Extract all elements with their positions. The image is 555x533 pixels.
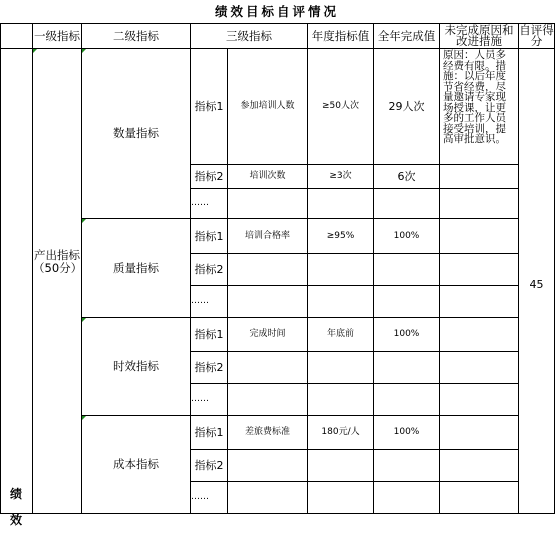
header-score-line2: 分 xyxy=(530,34,543,48)
indicator-code: 指标2 xyxy=(191,450,228,482)
empty-cell xyxy=(228,482,308,514)
side-label-cell xyxy=(1,49,33,527)
quality-indicator-label: 质量指标 xyxy=(82,219,191,318)
self-score-value: 45 xyxy=(519,49,555,514)
annual-target-value: ≥95% xyxy=(308,219,374,254)
header-level3: 三级指标 xyxy=(191,24,308,49)
annual-target-value: 年底前 xyxy=(308,318,374,352)
empty-cell xyxy=(308,482,374,514)
empty-cell xyxy=(228,189,308,219)
annual-target-value: ≥3次 xyxy=(308,165,374,189)
side-label xyxy=(10,481,22,533)
ellipsis-cell: …… xyxy=(191,189,228,219)
header-row xyxy=(1,24,555,49)
empty-cell xyxy=(308,189,374,219)
output-label-line2: （50分） xyxy=(33,261,83,275)
evaluation-table xyxy=(0,23,555,527)
reason-cell xyxy=(440,416,519,450)
ellipsis-cell: …… xyxy=(191,482,228,514)
ellipsis-cell: …… xyxy=(191,384,228,416)
empty-cell xyxy=(440,384,519,416)
header-reason xyxy=(440,24,519,49)
indicator-code: 指标1 xyxy=(191,416,228,450)
indicator-name: 差旅费标准 xyxy=(228,416,308,450)
table-row xyxy=(1,219,555,254)
empty-cell xyxy=(374,450,440,482)
header-reason-line1: 未完成原因和 xyxy=(444,23,514,37)
empty-cell xyxy=(228,352,308,384)
indicator-name: 完成时间 xyxy=(228,318,308,352)
empty-cell xyxy=(440,352,519,384)
indicator-code: 指标2 xyxy=(191,165,228,189)
empty-cell xyxy=(308,384,374,416)
empty-cell xyxy=(440,254,519,286)
empty-cell xyxy=(228,254,308,286)
side-label-char: 绩 xyxy=(10,487,23,501)
cost-indicator-label: 成本指标 xyxy=(82,416,191,514)
empty-cell xyxy=(440,450,519,482)
empty-cell xyxy=(440,286,519,318)
indicator-code: 指标2 xyxy=(191,254,228,286)
annual-actual-value: 29人次 xyxy=(374,49,440,165)
empty-cell xyxy=(228,384,308,416)
quantity-indicator-label: 数量指标 xyxy=(82,49,191,219)
empty-cell xyxy=(308,286,374,318)
header-blank xyxy=(1,24,33,49)
empty-cell xyxy=(374,286,440,318)
empty-cell xyxy=(374,384,440,416)
header-score-line1: 自评得 xyxy=(519,23,554,37)
output-indicator-label xyxy=(33,49,82,514)
output-label-line1: 产出指标 xyxy=(34,248,80,262)
header-annual-actual: 全年完成值 xyxy=(374,24,440,49)
annual-actual-value: 100% xyxy=(374,318,440,352)
indicator-code: 指标1 xyxy=(191,318,228,352)
annual-target-value: ≥50人次 xyxy=(308,49,374,165)
header-annual-target: 年度指标值 xyxy=(308,24,374,49)
header-score xyxy=(519,24,555,49)
header-reason-line2: 改进措施 xyxy=(456,34,502,48)
incomplete-reason-text: 原因：人员多经费有限。措施：以后年度节省经费，尽量邀请专家现场授课，让更多的工作人员接受培训，提高审批意识。 xyxy=(440,49,519,165)
empty-cell xyxy=(374,482,440,514)
reason-cell xyxy=(440,219,519,254)
indicator-code: 指标1 xyxy=(191,49,228,165)
reason-cell xyxy=(440,318,519,352)
empty-cell xyxy=(228,450,308,482)
indicator-name: 培训次数 xyxy=(228,165,308,189)
page-title: 绩效目标自评情况 xyxy=(214,4,339,19)
indicator-name: 参加培训人数 xyxy=(228,49,308,165)
empty-cell xyxy=(374,352,440,384)
indicator-code: 指标1 xyxy=(191,219,228,254)
table-row xyxy=(1,318,555,352)
annual-actual-value: 100% xyxy=(374,416,440,450)
empty-cell xyxy=(308,450,374,482)
side-label-char: 效 xyxy=(10,513,23,527)
empty-cell xyxy=(440,189,519,219)
table-row xyxy=(1,416,555,450)
empty-cell xyxy=(374,189,440,219)
empty-cell xyxy=(374,254,440,286)
header-level1: 一级指标 xyxy=(33,24,82,49)
empty-cell xyxy=(228,286,308,318)
ellipsis-cell: …… xyxy=(191,286,228,318)
annual-target-value: 180元/人 xyxy=(308,416,374,450)
annual-actual-value: 100% xyxy=(374,219,440,254)
indicator-name: 培训合格率 xyxy=(228,219,308,254)
indicator-code: 指标2 xyxy=(191,352,228,384)
annual-actual-value: 6次 xyxy=(374,165,440,189)
timeliness-indicator-label: 时效指标 xyxy=(82,318,191,416)
empty-cell xyxy=(308,254,374,286)
empty-cell xyxy=(440,482,519,514)
empty-cell xyxy=(308,352,374,384)
table-row xyxy=(1,49,555,165)
reason-cell xyxy=(440,165,519,189)
header-level2: 二级指标 xyxy=(82,24,191,49)
